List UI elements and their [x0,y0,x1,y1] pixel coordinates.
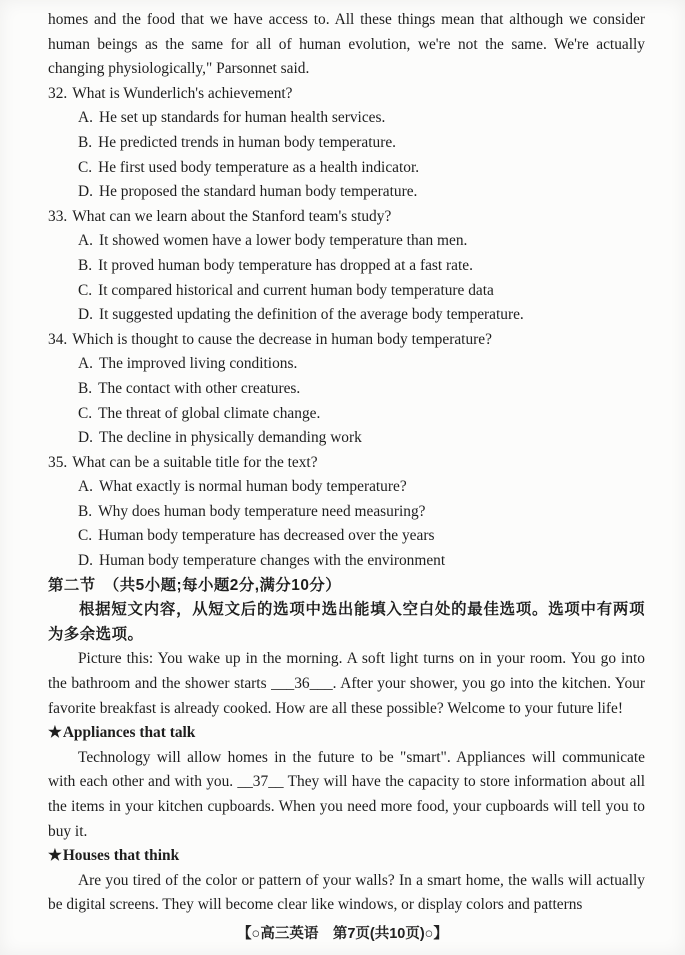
intro-paragraph: homes and the food that we have access to. All these things mean that although we consider human beings as the same for all of human evolution, we're not the same. We're actually changing physiologically," Parsonnet said. [48,11,645,78]
option-text: He proposed the standard human body temperature. [98,183,418,201]
subheading-appliances [48,721,645,746]
option-text: He first used body temperature as a health indicator. [98,158,420,176]
houses-paragraph: Are you tired of the color or pattern of your walls? In a smart home, the walls will actually be digital screens. They will become clear like windows, or display colors and patterns [48,871,645,914]
option-c [48,402,645,427]
option-text: He set up standards for human health services. [98,109,386,127]
option-b [48,131,645,156]
option-a [48,229,645,254]
option-a [48,106,645,131]
page-footer: 【○高三英语 第7页(共10页)○】 [237,926,448,942]
option-b [48,500,645,525]
option-label: B. [78,133,93,151]
option-text: He predicted trends in human body temperature. [98,133,397,151]
question-text: What can we learn about the Stanford team's study? [72,207,392,225]
option-text: Human body temperature changes with the environment [98,552,446,570]
question-line [48,328,645,353]
star-icon: ★ [48,724,62,742]
question-line [48,451,645,476]
option-label: A. [78,232,93,250]
option-label: C. [78,404,93,422]
appliances-paragraph: Technology will allow homes in the future to be "smart". Appliances will communicate with each other and with you. __37__ They will have the capacity to store information about all the items in your kitchen cupboards. When you need more food, your cupboards will tell you to buy it. [48,748,645,840]
option-text: The decline in physically demanding work [98,429,362,447]
option-label: C. [78,281,93,299]
option-label: C. [78,527,93,545]
subheading-text: Appliances that talk [62,724,196,742]
option-c [48,156,645,181]
section-two-instructions: 根据短文内容，从短文后的选项中选出能填入空白处的最佳选项。选项中有两项为多余选项。 [48,601,645,643]
option-text: It showed women have a lower body temperature than men. [98,232,468,250]
section-two-heading: 第二节 （共5小题;每小题2分,满分10分） [48,576,342,594]
cloze-intro-paragraph: Picture this: You wake up in the morning. A soft light turns on in your room. You go into the bathroom and the shower starts ___36___. After your shower, you go into the kitchen. Your favorite breakfast is already cooked. How are all these possible? Welcome to your future life! [48,650,645,717]
star-icon: ★ [48,847,62,865]
question-text: Which is thought to cause the decrease in human body temperature? [72,330,492,348]
option-text: What exactly is normal human body temperature? [98,478,407,496]
option-a [48,352,645,377]
question-number: 34. [48,330,68,348]
question-number: 32. [48,84,68,102]
option-text: The improved living conditions. [98,355,298,373]
option-label: D. [78,552,93,570]
option-text: Human body temperature has decreased over the years [98,527,435,545]
option-d [48,303,645,328]
option-b [48,377,645,402]
option-label: D. [78,306,93,324]
option-label: A. [78,109,93,127]
option-text: It suggested updating the definition of the average body temperature. [98,306,524,324]
option-label: A. [78,478,93,496]
question-line [48,82,645,107]
question-35 [48,451,645,574]
option-d [48,426,645,451]
option-d [48,180,645,205]
subheading-houses [48,844,645,869]
question-line [48,205,645,230]
question-text: What can be a suitable title for the text? [72,453,318,471]
option-label: D. [78,183,93,201]
question-number: 35. [48,453,68,471]
option-text: The threat of global climate change. [98,404,321,422]
option-c [48,524,645,549]
option-d [48,549,645,574]
option-label: B. [78,502,93,520]
option-label: A. [78,355,93,373]
question-text: What is Wunderlich's achievement? [72,84,293,102]
option-text: The contact with other creatures. [98,379,301,397]
option-c [48,279,645,304]
option-a [48,475,645,500]
option-label: B. [78,256,93,274]
option-label: B. [78,379,93,397]
option-label: C. [78,158,93,176]
question-number: 33. [48,207,68,225]
option-text: It proved human body temperature has dropped at a fast rate. [98,256,473,274]
question-32 [48,82,645,205]
subheading-text: Houses that think [62,847,180,865]
option-label: D. [78,429,93,447]
option-text: It compared historical and current human body temperature data [98,281,494,299]
option-text: Why does human body temperature need measuring? [98,502,426,520]
option-b [48,254,645,279]
question-34 [48,328,645,451]
question-33 [48,205,645,328]
